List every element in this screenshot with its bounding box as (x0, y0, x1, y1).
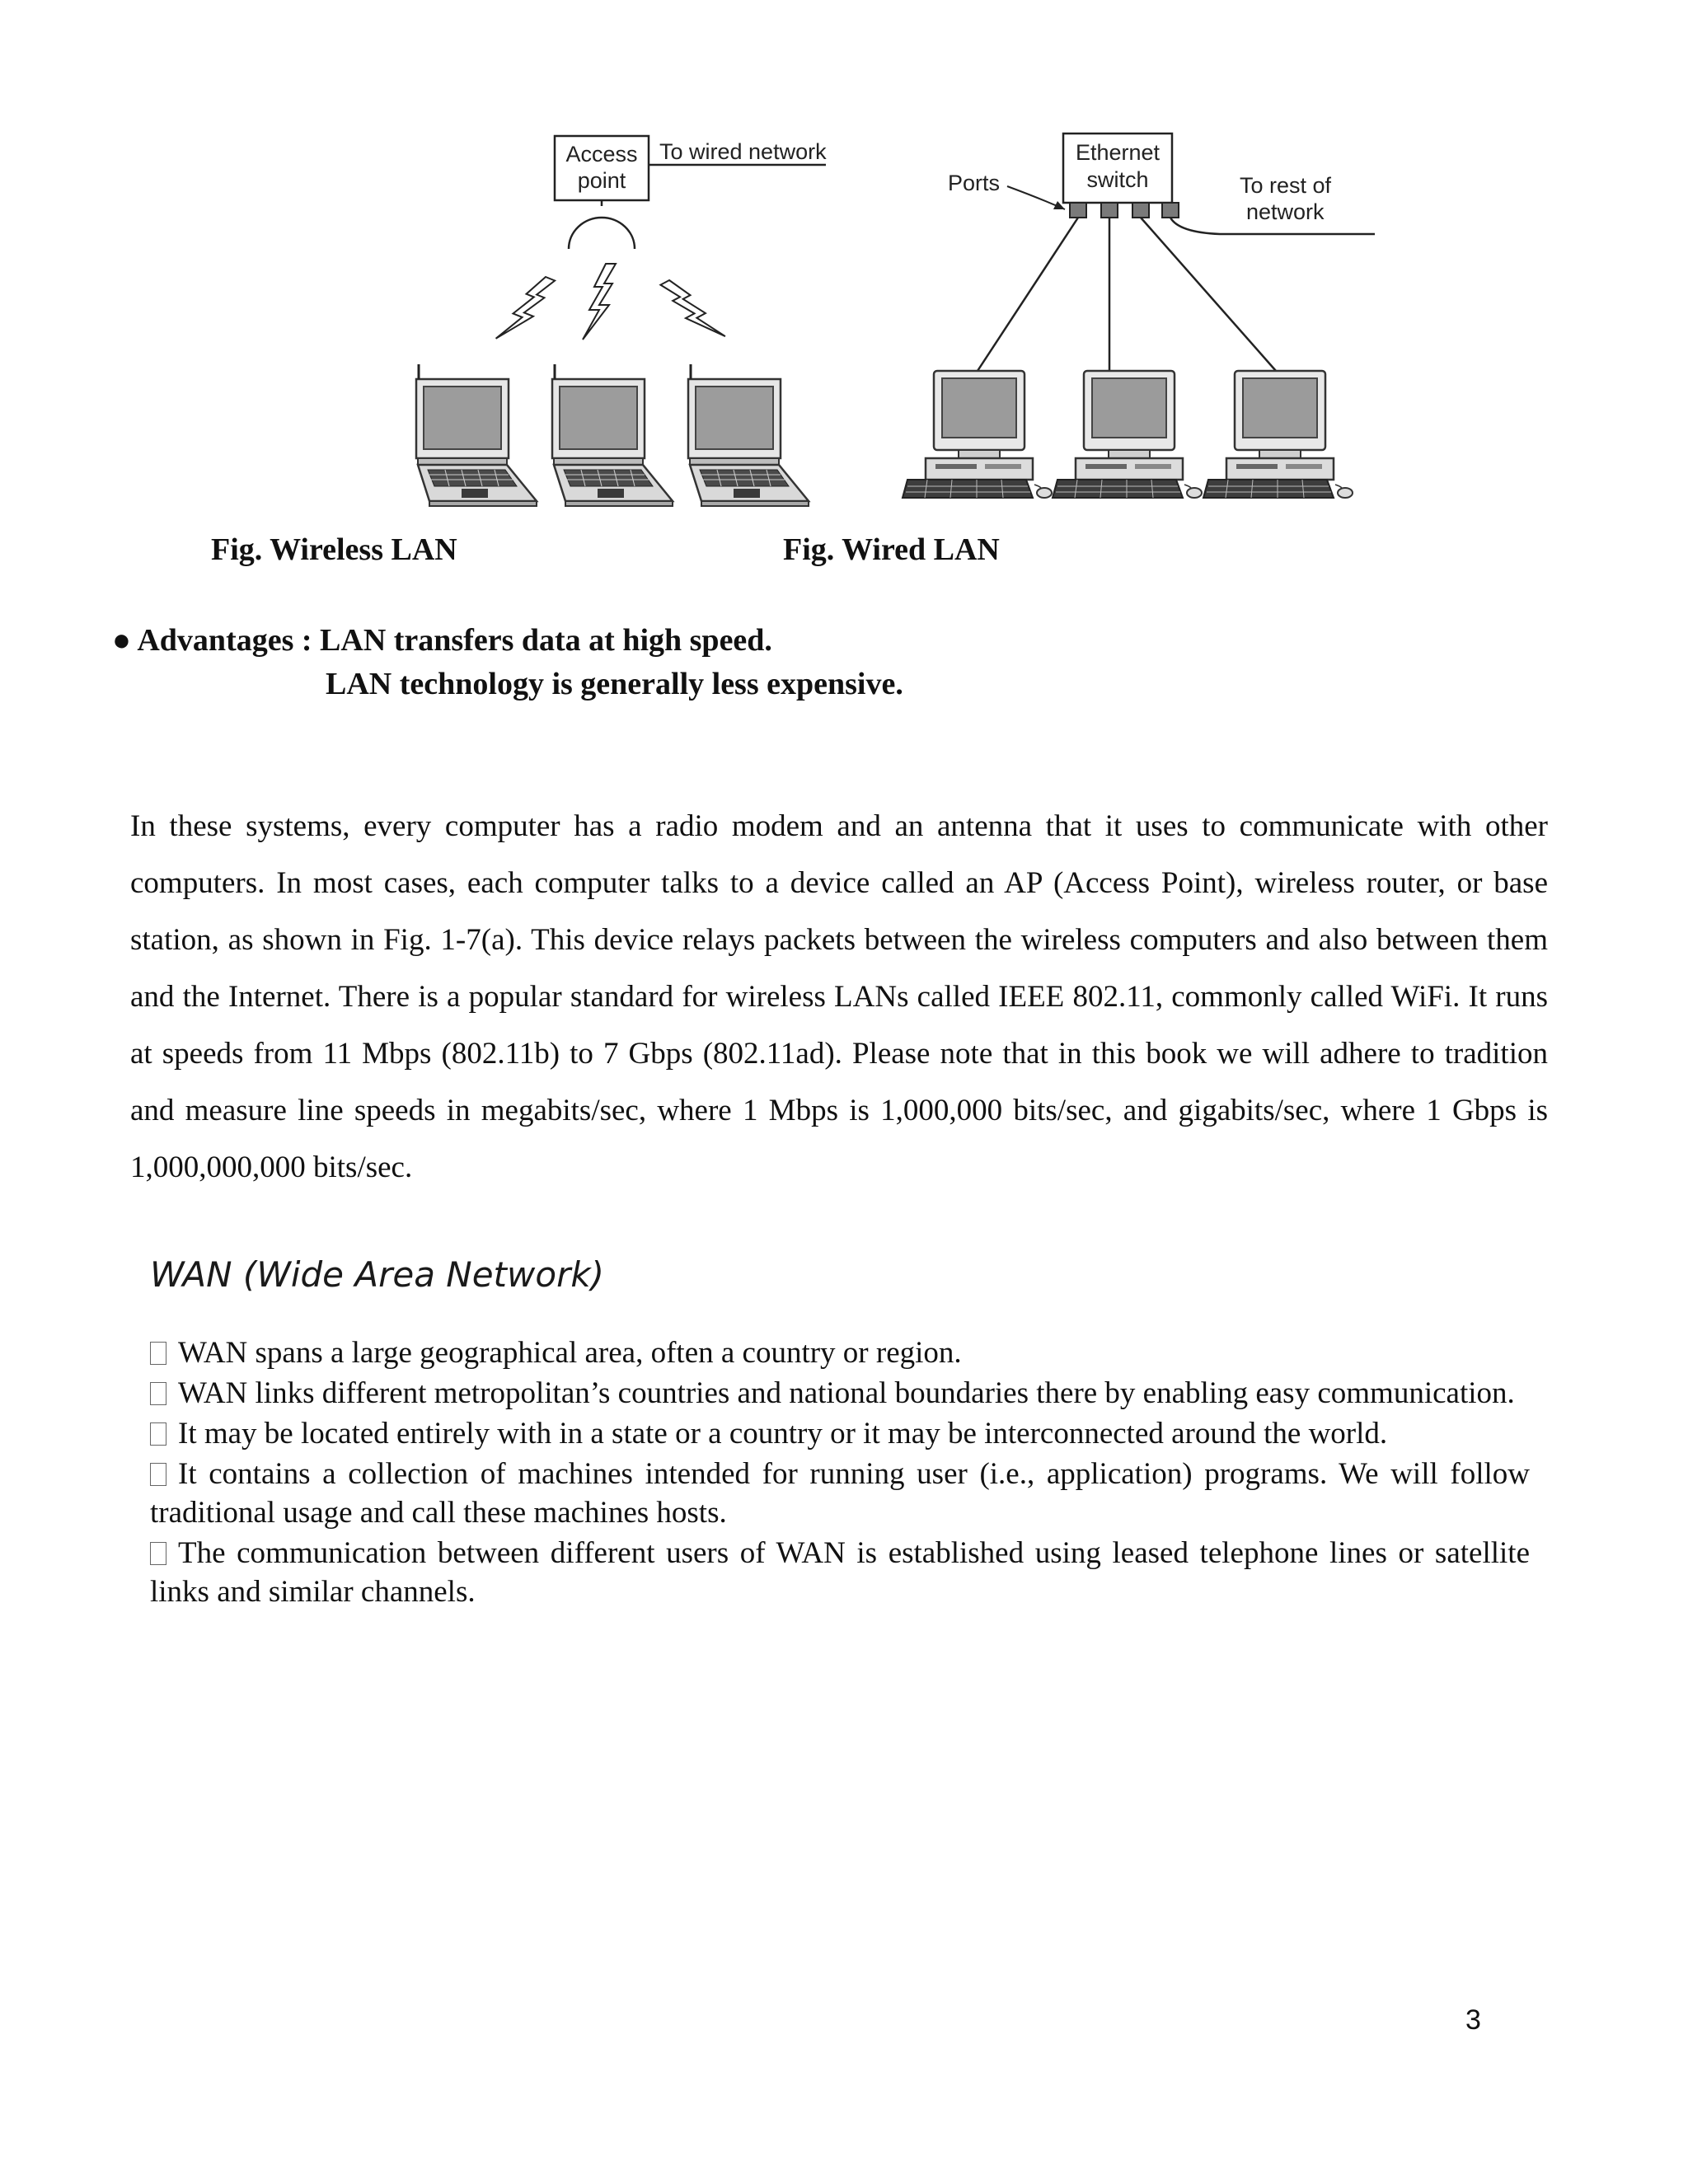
list-item (150, 1414, 1530, 1453)
switch-ports (1070, 203, 1179, 218)
missing-glyph-box-icon (150, 1463, 166, 1486)
advantages-line-2: LAN technology is generally less expensive. (326, 667, 903, 701)
laptop-icon (552, 364, 673, 506)
laptop-icon (416, 364, 537, 506)
access-point-label-line1: Access (565, 142, 638, 166)
list-item-text: The communication between different users of WAN is established using leased telephone lines or satellite links and similar channels. (150, 1536, 1530, 1609)
lightning-bolt-icon (660, 269, 725, 352)
caption-wired-lan: Fig. Wired LAN (783, 532, 1000, 567)
ethernet-cables (978, 218, 1276, 371)
list-item (150, 1534, 1530, 1611)
lightning-bolt-icon (496, 269, 556, 351)
missing-glyph-box-icon (150, 1422, 166, 1446)
ethernet-switch-label-line1: Ethernet (1075, 140, 1160, 165)
advantages-line-1: ● Advantages : LAN transfers data at high speed. (112, 623, 772, 658)
to-wired-network-label: To wired network (659, 139, 827, 164)
laptop-icon (688, 364, 809, 506)
page-number: 3 (1465, 2004, 1481, 2036)
ethernet-switch-label-line2: switch (1086, 167, 1149, 192)
list-item-text: WAN spans a large geographical area, often a country or region. (178, 1336, 962, 1370)
list-item-text: It contains a collection of machines intended for running user (i.e., application) programs. We will follow traditional usage and call these machines hosts. (150, 1457, 1530, 1530)
caption-wireless-lan: Fig. Wireless LAN (211, 532, 457, 567)
list-item (150, 1455, 1530, 1532)
to-rest-of-network-label-line2: network (1246, 199, 1325, 224)
lan-diagram (0, 0, 1688, 544)
list-item-text: WAN links different metropolitan’s countries and national boundaries there by enabling easy communication. (178, 1376, 1515, 1410)
access-point-label-line2: point (577, 168, 626, 193)
list-item-text: It may be located entirely with in a state or a country or it may be interconnected around the world. (178, 1417, 1388, 1451)
wireless-lan-paragraph: In these systems, every computer has a radio modem and an antenna that it uses to communicate with other computers. In most cases, each computer talks to a device called an AP (Access Point), wireless router, or base station, as shown in Fig. 1-7(a). This device relays packets between the wireless computers and also between them and the Internet. There is a popular standard for wireless LANs called IEEE 802.11, commonly called WiFi. It runs at speeds from 11 Mbps (802.11b) to 7 Gbps (802.11ad). Please note that in this book we will adhere to tradition and measure line speeds in megabits/sec, where 1 Mbps is 1,000,000 bits/sec, and gigabits/sec, where 1 Gbps is 1,000,000,000 bits/sec. (130, 809, 1548, 1184)
wan-bullet-list (150, 1333, 1530, 1613)
to-rest-of-network-label-line1: To rest of (1240, 173, 1332, 198)
list-item (150, 1333, 1530, 1372)
desktop-computer-icon (1053, 371, 1202, 498)
missing-glyph-box-icon (150, 1542, 166, 1565)
antenna-arc-icon (569, 218, 635, 249)
desktop-computer-icon (903, 371, 1052, 498)
desktop-computer-icon (1203, 371, 1353, 498)
missing-glyph-box-icon (150, 1342, 166, 1365)
lightning-bolt-icon (583, 264, 616, 340)
wan-heading: WAN (Wide Area Network) (150, 1254, 605, 1295)
list-item (150, 1374, 1530, 1413)
ports-label: Ports (948, 171, 1001, 195)
missing-glyph-box-icon (150, 1382, 166, 1405)
